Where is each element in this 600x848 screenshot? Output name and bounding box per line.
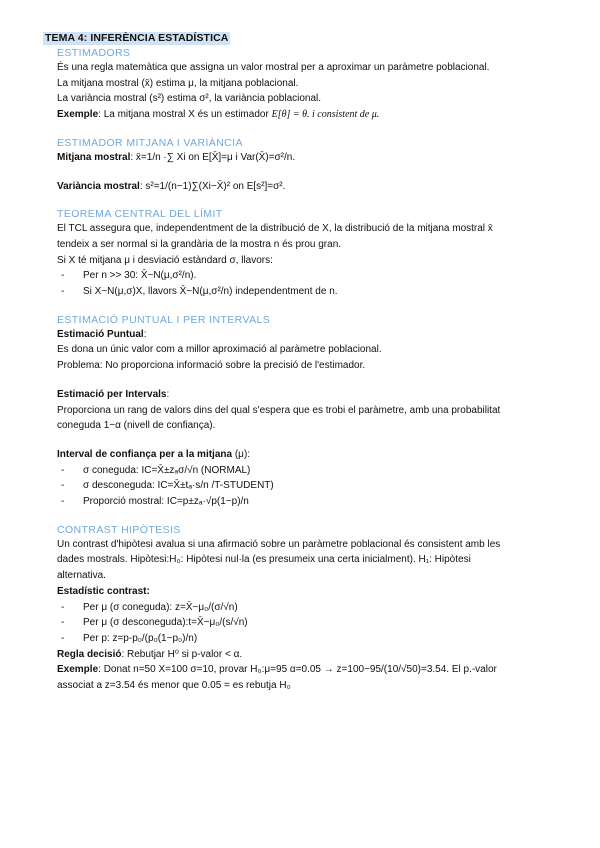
estimacio-intervals-label-line: Estimació per Intervals:: [57, 388, 170, 400]
estadistic-contrast-label: Estadístic contrast: [57, 585, 147, 597]
tcl-line-1: El TCL assegura que, independentment de la distribució de X, la distribució de la mitjana mostral x̄: [57, 223, 493, 235]
interval-confianca-list: [57, 463, 557, 510]
estimacio-puntual-line-2: Problema: No proporciona informació sobre la precisió de l'estimador.: [57, 360, 366, 372]
list-item: - σ coneguda: IC=X̄±zₐσ/√n (NORMAL): [57, 463, 557, 479]
estimacio-puntual-label-line: Estimació Puntual:: [57, 328, 147, 340]
list-item: - Si X~N(μ,σ)X, llavors X̄~N(μ,σ²/n) independentment de n.: [57, 284, 557, 300]
estadistic-contrast-list: [57, 600, 557, 647]
regla-decisio-label: Regla decisió: [57, 648, 122, 660]
contrast-example-line-1: [57, 662, 557, 678]
contrast-line-1: Un contrast d'hipòtesi avalua si una afirmació sobre un paràmetre poblacional és consistent amb les: [57, 538, 501, 550]
contrast-line-2: dades mostrals. Hipòtesi:H₀: Hipòtesi nul·la (es presumeix una certa inicialment). H₁: Hipòtesi: [57, 554, 471, 566]
list-item: - Per n >> 30: X̄~N(μ,σ²/n).: [57, 268, 557, 284]
list-item: - Proporció mostral: IC=p±zₐ·√p(1−p)/n: [57, 494, 557, 510]
list-item: - Per μ (σ coneguda): z=X̄−μ₀/(σ/√n): [57, 600, 557, 616]
contrast-example-line-2: associat a z=3.54 és menor que 0.05 = es rebutja H₀: [57, 680, 291, 692]
mitjana-mostral-label: Mitjana mostral: [57, 151, 131, 163]
estimadors-line-1: És una regla matemàtica que assigna un valor mostral per a aproximar un paràmetre poblacional.: [57, 62, 490, 73]
regla-decisio-line: [57, 647, 557, 663]
list-item: - σ desconeguda: IC=X̄±tₐ·s/n /T-STUDENT): [57, 478, 557, 494]
variancia-mostral-line: [57, 179, 557, 195]
list-item: - Per p: z=p-p₀/(p₀(1−p₀)/n): [57, 631, 557, 647]
estadistic-contrast-label-line: [57, 584, 557, 600]
mitjana-mostral-line: [57, 150, 557, 166]
section-heading-estimadors: ESTIMADORS: [57, 47, 131, 59]
estimacio-puntual-label: Estimació Puntual: [57, 328, 144, 340]
contrast-example-label: Exemple: [57, 664, 99, 676]
estimacio-puntual-line-1: Es dona un únic valor com a millor aproximació al paràmetre poblacional.: [57, 344, 382, 356]
section-heading-tcl: TEOREMA CENTRAL DEL LÍMIT: [57, 208, 223, 221]
mitjana-mostral-text: : x̄=1/n ·∑ Xi on E[X̄]=μ i Var(X̄)=σ²/n.: [130, 151, 296, 163]
tcl-line-2: tendeix a ser normal si la grandària de la mostra n és prou gran.: [57, 238, 342, 250]
estadistic-contrast-colon: :: [146, 585, 150, 597]
section-heading-contrast: CONTRAST HIPÒTESIS: [57, 523, 181, 536]
document-page: [45, 28, 557, 694]
document-title: TEMA 4: INFERÈNCIA ESTADÍSTICA: [45, 32, 229, 44]
estimadors-line-3: La variància mostral (s²) estima σ², la variància poblacional.: [57, 93, 322, 105]
estimadors-example: [57, 107, 557, 123]
variancia-mostral-text: : s²=1/(n−1)∑(Xi−X̄)² on E[s²]=σ².: [139, 180, 286, 192]
contrast-line-3: alternativa.: [57, 570, 106, 582]
interval-confianca-label: Interval de confiança per a la mitjana: [57, 448, 233, 460]
section-heading-mitjana-variancia: ESTIMADOR MITJANA I VARIÀNCIA: [57, 136, 243, 149]
variancia-mostral-label: Variància mostral: [57, 180, 140, 192]
interval-confianca-text: (μ):: [232, 448, 251, 460]
estimadors-line-2: La mitjana mostral (x̄) estima μ, la mitjana poblacional.: [57, 77, 299, 89]
example-text: : La mitjana mostral X és un estimador: [98, 109, 272, 121]
tcl-line-3: Si X té mitjana μ i desviació estàndard σ, llavors:: [57, 254, 273, 266]
example-label: Exemple: [57, 109, 99, 121]
contrast-example-text: : Donat n=50 X=100 σ=10, provar H₀:μ=95 α=0.05 → z=100−95/(10/√50)=3.54. El p.-valor: [98, 664, 497, 676]
regla-decisio-text: : Rebutjar H⁰ si p-valor < α.: [121, 648, 243, 660]
example-formula: E[θ] = θ. i consistent de μ.: [271, 109, 380, 121]
estimacio-intervals-line-2: coneguda 1−α (nivell de confiança).: [57, 420, 216, 432]
estimacio-intervals-label: Estimació per Intervals: [57, 388, 167, 400]
tcl-list: [57, 268, 557, 299]
section-heading-estimacio: ESTIMACIÓ PUNTUAL I PER INTERVALS: [57, 313, 271, 326]
interval-confianca-heading: [57, 447, 557, 463]
estimacio-intervals-line-1: Proporciona un rang de valors dins del qual s'espera que es trobi el paràmetre, amb una probabilitat: [57, 404, 501, 416]
list-item: - Per μ (σ desconeguda):t=X̄−μ₀/(s/√n): [57, 615, 557, 631]
